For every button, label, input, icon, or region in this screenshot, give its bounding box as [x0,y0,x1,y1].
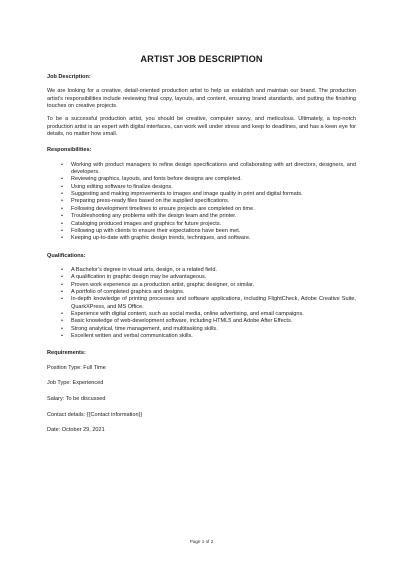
qualifications-section [47,253,356,341]
list-item: • Experience with digital content, such as social media, online advertising, and email campaigns. [71,311,356,318]
list-item: • Following development timelines to ensure projects are completed on time. [71,206,356,213]
list-item: • Strong analytical, time management, and multitasking skills. [71,326,356,333]
list-item: • In-depth knowledge of printing processes and software applications, including FlightCheck, Adobe Creative Suite, QuarkXPress, and MS Office. [71,296,356,311]
position-type: Position Type: Full Time [47,364,106,371]
job-type: Job Type: Experienced [47,380,104,387]
job-description-section [47,74,356,138]
list-item: • Troubleshooting any problems with the design team and the printer. [71,213,356,220]
list-item: • Using editing software to finalize designs. [71,184,356,191]
list-item: • Excellent written and verbal communication skills. [71,333,356,340]
list-item: • Cataloging produced images and graphics for future projects. [71,221,356,228]
list-item: • A Bachelor’s degree in visual arts, design, or a related field. [71,267,356,274]
list-item: • A qualification in graphic design may be advantageous. [71,274,356,281]
responsibilities-list [47,162,356,243]
qualifications-heading: Qualifications: [47,252,86,259]
list-item: • Following up with clients to ensure their expectations have been met. [71,228,356,235]
page-number: Page 1 of 2 [189,539,214,544]
job-description-paragraph: We are looking for a creative, detail-oriented production artist to help us establish and maintain our brand. The production artist’s responsibilities include reviewing final copy, layouts, and content, ensuring brand standards, and putting the finishing touches on creative projects. [47,88,356,110]
salary: Salary: To be discussed [47,395,106,402]
requirements-heading: Requirements: [47,350,86,357]
job-description-heading: Job Description: [47,74,91,80]
requirements-section [47,350,356,434]
date: Date: October 29, 2021 [47,427,105,434]
list-item: • Keeping up-to-date with graphic design trends, techniques, and software. [71,235,356,242]
list-item: • Basic knowledge of web-development software, including HTML5 and Adobe After Effects. [71,318,356,325]
list-item: • Reviewing graphics, layouts, and fonts before designs are completed. [71,176,356,183]
list-item: • A portfolio of completed graphics and designs. [71,289,356,296]
job-description-paragraph: To be a successful production artist, you should be creative, computer savvy, and meticulous. Ultimately, a top-notch production artist is an expert with digital interfaces, can work well under stress and keep to deadlines, and has a keen eye for details, no matter how small. [47,116,356,138]
list-item: • Proven work experience as a production artist, graphic designer, or similar. [71,282,356,289]
contact-details: Contact details: {{Contact information}} [47,411,143,418]
list-item: • Working with product managers to refine design specifications and collaborating with art directors, designers, and developers. [71,162,356,177]
qualifications-list [47,267,356,340]
responsibilities-heading: Responsibilities: [47,147,92,154]
responsibilities-section [47,147,356,242]
list-item: • Preparing press-ready files based on the supplied specifications. [71,198,356,205]
document-title: ARTIST JOB DESCRIPTION [140,54,263,64]
list-item: • Suggesting and making improvements to images and image quality in print and digital formats. [71,191,356,198]
